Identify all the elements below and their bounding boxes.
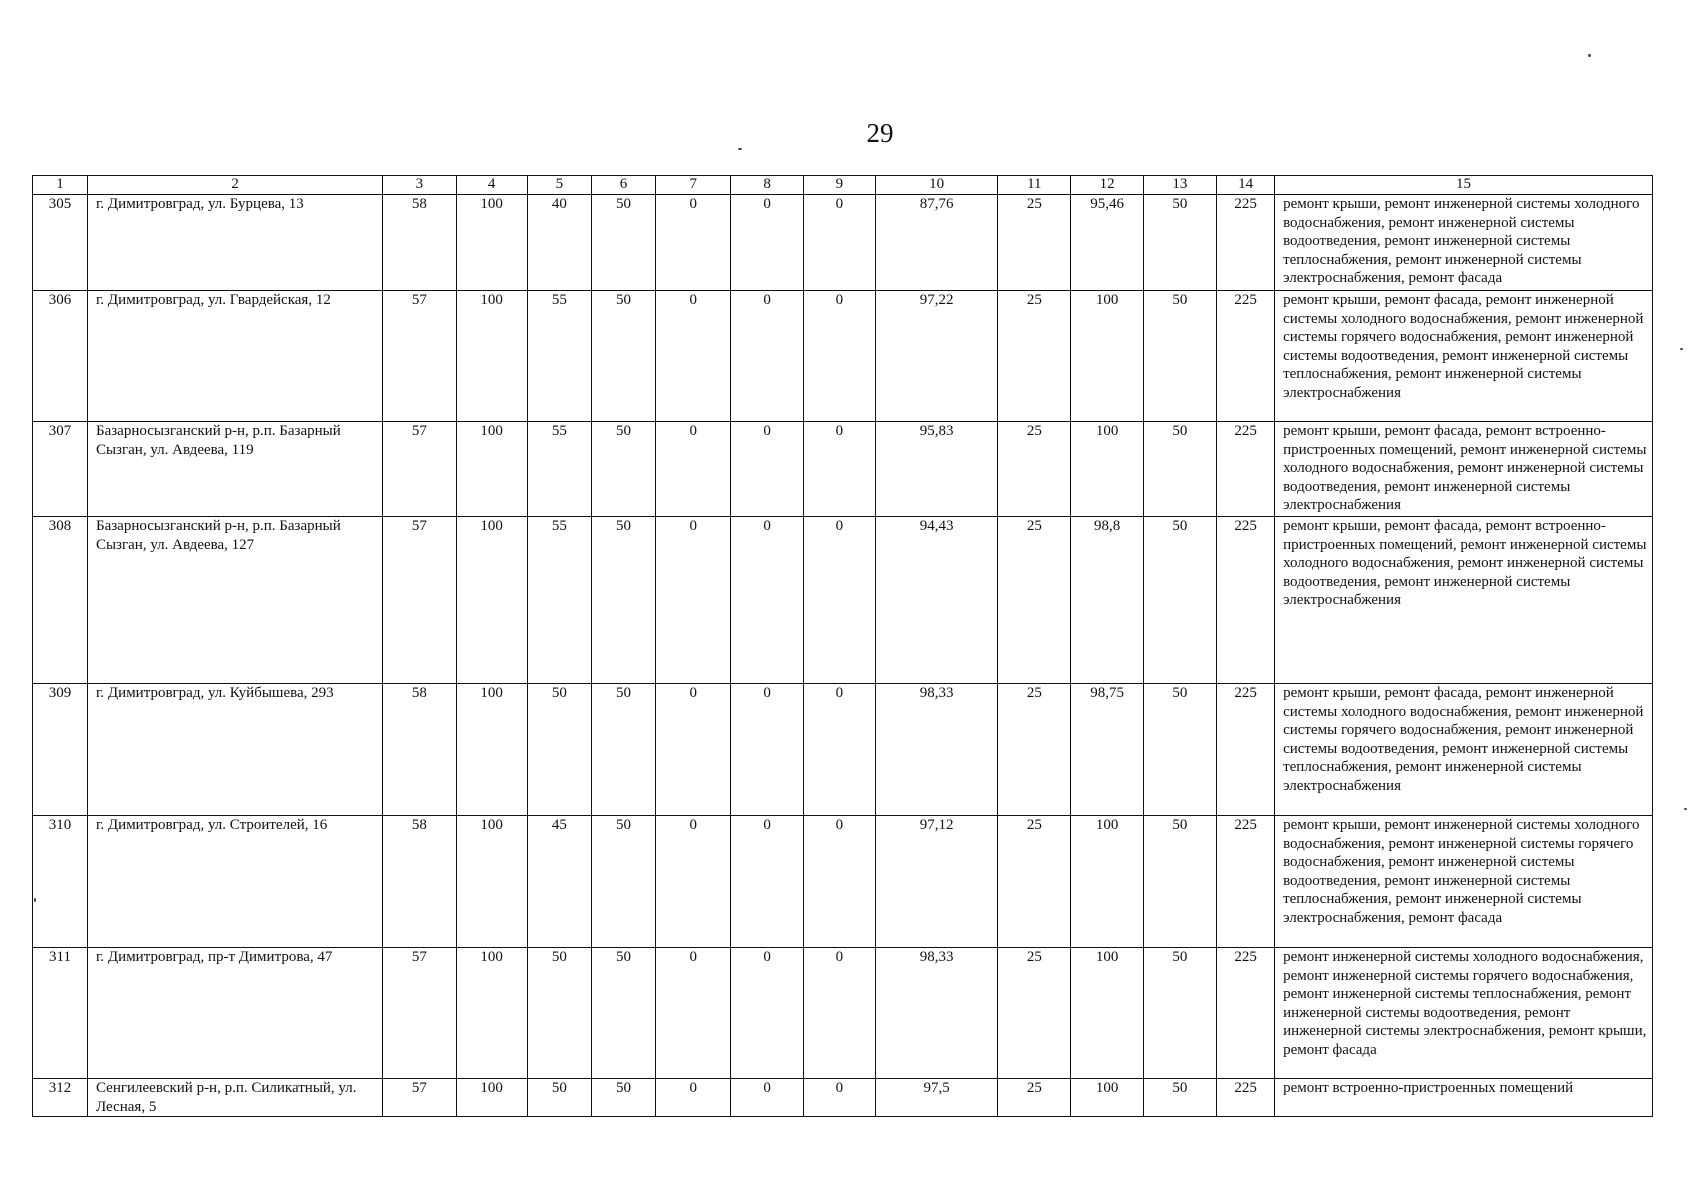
row-number-cell: 307: [33, 422, 88, 517]
table-cell: 0: [656, 1079, 731, 1117]
table-cell: 55: [527, 422, 591, 517]
table-cell: 50: [1143, 948, 1216, 1079]
table-cell: 0: [803, 948, 875, 1079]
table-cell: 45: [527, 816, 591, 948]
column-number: 13: [1143, 176, 1216, 195]
table-cell: 225: [1217, 684, 1275, 816]
table-cell: 87,76: [876, 195, 998, 291]
column-number: 15: [1275, 176, 1653, 195]
table-cell: 50: [1143, 422, 1216, 517]
table-cell: 0: [803, 422, 875, 517]
table-cell: 100: [456, 684, 527, 816]
table-cell: 50: [1143, 195, 1216, 291]
table-cell: 97,5: [876, 1079, 998, 1117]
table-cell: 58: [383, 684, 456, 816]
table-cell: 25: [998, 948, 1071, 1079]
table-cell: 0: [803, 195, 875, 291]
table-cell: 100: [456, 422, 527, 517]
table-body: [33, 195, 1653, 1117]
table-cell: 225: [1217, 422, 1275, 517]
table-cell: 225: [1217, 291, 1275, 422]
table-cell: 0: [803, 816, 875, 948]
table-cell: 55: [527, 291, 591, 422]
table-row: [33, 517, 1653, 684]
table-cell: 225: [1217, 195, 1275, 291]
table-cell: 50: [1143, 291, 1216, 422]
table-cell: 225: [1217, 948, 1275, 1079]
table-cell: 0: [803, 291, 875, 422]
column-number-header-row: [33, 176, 1653, 195]
table-cell: 57: [383, 1079, 456, 1117]
address-cell: Базарносызганский р-н, р.п. Базарный Сызган, ул. Авдеева, 127: [87, 517, 382, 684]
table-cell: 57: [383, 422, 456, 517]
table-cell: 50: [1143, 517, 1216, 684]
row-number-cell: 308: [33, 517, 88, 684]
table-cell: 100: [1071, 948, 1143, 1079]
table-cell: 50: [591, 948, 655, 1079]
table-row: [33, 948, 1653, 1079]
table-cell: 25: [998, 291, 1071, 422]
address-cell: Сенгилеевский р-н, р.п. Силикатный, ул. Лесная, 5: [87, 1079, 382, 1117]
scan-speck: [34, 898, 36, 902]
table-cell: 57: [383, 517, 456, 684]
table-cell: 55: [527, 517, 591, 684]
table-cell: 98,33: [876, 948, 998, 1079]
address-cell: Базарносызганский р-н, р.п. Базарный Сызган, ул. Авдеева, 119: [87, 422, 382, 517]
table-cell: 100: [456, 517, 527, 684]
table-cell: 100: [456, 291, 527, 422]
table-cell: 0: [731, 517, 803, 684]
table-cell: 0: [731, 291, 803, 422]
table-cell: 98,8: [1071, 517, 1143, 684]
address-cell: г. Димитровград, ул. Куйбышева, 293: [87, 684, 382, 816]
table-cell: 100: [456, 1079, 527, 1117]
table-cell: 0: [731, 948, 803, 1079]
row-number-cell: 312: [33, 1079, 88, 1117]
table-cell: 50: [591, 422, 655, 517]
table-cell: 0: [731, 422, 803, 517]
table-cell: 0: [656, 684, 731, 816]
table-cell: 50: [591, 195, 655, 291]
table-cell: 50: [1143, 1079, 1216, 1117]
table-cell: 100: [1071, 816, 1143, 948]
table-cell: 100: [456, 948, 527, 1079]
table-cell: 57: [383, 291, 456, 422]
table-cell: 50: [527, 948, 591, 1079]
table-cell: 25: [998, 816, 1071, 948]
table-row: [33, 291, 1653, 422]
table-cell: 100: [1071, 291, 1143, 422]
table-cell: 25: [998, 422, 1071, 517]
works-list-cell: ремонт крыши, ремонт фасада, ремонт встроенно-пристроенных помещений, ремонт инженерной системы холодного водоснабжения, ремонт инженерной системы водоотведения, ремонт инженерной системы электроснабжения: [1275, 422, 1653, 517]
table-cell: 97,12: [876, 816, 998, 948]
table-cell: 0: [803, 1079, 875, 1117]
table-cell: 25: [998, 1079, 1071, 1117]
address-cell: г. Димитровград, ул. Бурцева, 13: [87, 195, 382, 291]
table-cell: 50: [591, 517, 655, 684]
row-number-cell: 311: [33, 948, 88, 1079]
table-cell: 50: [527, 684, 591, 816]
address-cell: г. Димитровград, ул. Строителей, 16: [87, 816, 382, 948]
table-cell: 57: [383, 948, 456, 1079]
table-cell: 0: [731, 1079, 803, 1117]
column-number: 3: [383, 176, 456, 195]
table-row: [33, 422, 1653, 517]
table-cell: 225: [1217, 1079, 1275, 1117]
table-cell: 100: [1071, 1079, 1143, 1117]
column-number: 8: [731, 176, 803, 195]
table-cell: 98,33: [876, 684, 998, 816]
page-number: 29: [866, 118, 894, 148]
scan-speck: [1680, 348, 1683, 350]
table-cell: 0: [656, 517, 731, 684]
column-number: 1: [33, 176, 88, 195]
scan-speck: [1684, 808, 1687, 810]
table-cell: 94,43: [876, 517, 998, 684]
scan-speck: [1588, 54, 1591, 57]
table-cell: 0: [731, 816, 803, 948]
works-list-cell: ремонт инженерной системы холодного водоснабжения, ремонт инженерной системы горячего водоснабжения, ремонт инженерной системы теплоснабжения, ремонт инженерной системы водоотведения, ремонт инженерной системы электроснабжения, ремонт крыши, ремонт фасада: [1275, 948, 1653, 1079]
row-number-cell: 306: [33, 291, 88, 422]
table-cell: 0: [656, 291, 731, 422]
column-number: 2: [87, 176, 382, 195]
works-list-cell: ремонт крыши, ремонт фасада, ремонт инженерной системы холодного водоснабжения, ремонт инженерной системы горячего водоснабжения, ремонт инженерной системы водоотведения, ремонт инженерной системы теплоснабжения, ремонт инженерной системы электроснабжения: [1275, 684, 1653, 816]
table-cell: 25: [998, 684, 1071, 816]
column-number: 12: [1071, 176, 1143, 195]
column-number: 9: [803, 176, 875, 195]
column-number: 5: [527, 176, 591, 195]
table-row: [33, 1079, 1653, 1117]
address-cell: г. Димитровград, ул. Гвардейская, 12: [87, 291, 382, 422]
table-cell: 50: [1143, 684, 1216, 816]
works-list-cell: ремонт встроенно-пристроенных помещений: [1275, 1079, 1653, 1117]
column-number: 10: [876, 176, 998, 195]
column-number: 6: [591, 176, 655, 195]
row-number-cell: 310: [33, 816, 88, 948]
row-number-cell: 305: [33, 195, 88, 291]
table-cell: 40: [527, 195, 591, 291]
table-cell: 97,22: [876, 291, 998, 422]
table-cell: 95,46: [1071, 195, 1143, 291]
table-cell: 58: [383, 816, 456, 948]
scan-speck: [738, 148, 742, 150]
table-cell: 50: [591, 816, 655, 948]
table-cell: 50: [591, 684, 655, 816]
table-cell: 0: [656, 948, 731, 1079]
address-cell: г. Димитровград, пр-т Димитрова, 47: [87, 948, 382, 1079]
table-cell: 50: [591, 291, 655, 422]
table-cell: 0: [731, 195, 803, 291]
table-cell: 98,75: [1071, 684, 1143, 816]
table-cell: 25: [998, 195, 1071, 291]
table-cell: 100: [456, 816, 527, 948]
column-number: 14: [1217, 176, 1275, 195]
table-cell: 225: [1217, 517, 1275, 684]
table-cell: 25: [998, 517, 1071, 684]
table-cell: 0: [803, 684, 875, 816]
table-cell: 58: [383, 195, 456, 291]
table-cell: 95,83: [876, 422, 998, 517]
table-cell: 0: [656, 816, 731, 948]
works-list-cell: ремонт крыши, ремонт фасада, ремонт встроенно-пристроенных помещений, ремонт инженерной системы холодного водоснабжения, ремонт инженерной системы водоотведения, ремонт инженерной системы электроснабжения: [1275, 517, 1653, 684]
column-number: 4: [456, 176, 527, 195]
row-number-cell: 309: [33, 684, 88, 816]
table-cell: 0: [656, 422, 731, 517]
column-number: 11: [998, 176, 1071, 195]
table-row: [33, 195, 1653, 291]
table-cell: 225: [1217, 816, 1275, 948]
data-table: [32, 175, 1653, 1117]
table-cell: 100: [456, 195, 527, 291]
table-cell: 100: [1071, 422, 1143, 517]
table-cell: 50: [527, 1079, 591, 1117]
table-cell: 0: [731, 684, 803, 816]
table-row: [33, 684, 1653, 816]
table-row: [33, 816, 1653, 948]
table-cell: 0: [803, 517, 875, 684]
table-cell: 0: [656, 195, 731, 291]
works-list-cell: ремонт крыши, ремонт фасада, ремонт инженерной системы холодного водоснабжения, ремонт инженерной системы горячего водоснабжения, ремонт инженерной системы водоотведения, ремонт инженерной системы теплоснабжения, ремонт инженерной системы электроснабжения: [1275, 291, 1653, 422]
works-list-cell: ремонт крыши, ремонт инженерной системы холодного водоснабжения, ремонт инженерной системы водоотведения, ремонт инженерной системы теплоснабжения, ремонт инженерной системы электроснабжения, ремонт фасада: [1275, 195, 1653, 291]
table-cell: 50: [1143, 816, 1216, 948]
works-list-cell: ремонт крыши, ремонт инженерной системы холодного водоснабжения, ремонт инженерной системы горячего водоснабжения, ремонт инженерной системы водоотведения, ремонт инженерной системы теплоснабжения, ремонт инженерной системы электроснабжения, ремонт фасада: [1275, 816, 1653, 948]
column-number: 7: [656, 176, 731, 195]
table-cell: 50: [591, 1079, 655, 1117]
